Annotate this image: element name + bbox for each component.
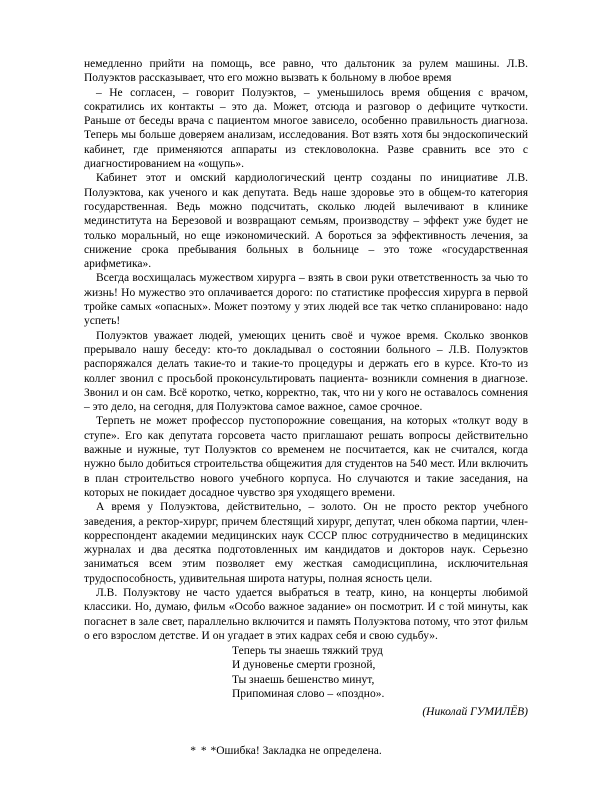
paragraph-4: Всегда восхищалась мужеством хирурга – взять в свои руки ответственность за чью то жизнь! Но мужество это оплачивается дорого: по статистике профессия хирурга в первой тройке самых «опасных». Может поэтому у этих людей все так четко спланировано: надо успеть! xyxy=(84,272,528,328)
footer-stars: * * xyxy=(190,744,208,757)
paragraph-1: немедленно прийти на помощь, все равно, что дальтоник за рулем машины. Л.В. Полуэктов рассказывает, что его можно вызвать к больному в любое время xyxy=(84,58,528,85)
poem-line-2: И дуновенье смерти грозной, xyxy=(232,659,376,672)
poem-author: (Николай ГУМИЛЁВ) xyxy=(422,706,528,719)
poem-line-4: Припоминая слово – «поздно». xyxy=(232,688,385,701)
paragraph-6: Терпеть не может профессор пустопорожние совещания, на которых «толкут воду в ступе». Его как депутата горсовета часто приглашают решать вопросы действительно важные и нужные, тут Полуэктов со временем не посчитается, как не считался, когда нужно было добиться строительства общежития для студентов на 540 мест. Или включить в план строительство нового учебного корпуса. Но случаются и такие заседания, на которых не покидает досадное чувство зря уходящего времени. xyxy=(84,415,528,499)
poem-line-1: Теперь ты знаешь тяжкий труд xyxy=(232,645,383,658)
paragraph-2: – Не согласен, – говорит Полуэктов, – уменьшилось время общения с врачом, сократились их контакты – это да. Может, отсюда и разговор о дефиците чуткости. Раньше от беседы врача с пациентом многое зависело, особенно правильность диагноза. Теперь мы больше доверяем анализам, исследования. Вот взять хотя бы эндоскопический кабинет, где применяются аппараты из стекловолокна. Разве сравнить все это с диагностированием на «ощупь». xyxy=(84,86,528,171)
article-body xyxy=(84,57,528,758)
paragraph-5: Полуэктов уважает людей, умеющих ценить своё и чужое время. Сколько звонков прерывало нашу беседу: кто-то докладывал о состоянии больного – Л.В. Полуэктов распоряжался делать такие-то и такие-то процедуры и держать его в курсе. Кто-то из коллег звонил с просьбой проконсультировать пациента- возникли сомнения в диагнозе. Звонил и он сам. Всё коротко, четко, корректно, так, что ни у кого не оставалось сомнения – это дело, на сегодня, для Полуэктова самое важное, самое срочное. xyxy=(84,329,528,414)
poem-stanza xyxy=(84,644,528,701)
paragraph-7: А время у Полуэктова, действительно, – золото. Он не просто ректор учебного заведения, а ректор-хирург, причем блестящий хирург, депутат, член обкома партии, член-корреспондент академии медицинских наук СССР плюс сотрудничество в медицинских журналах и два десятка подготовленных им кандидатов и докторов наук. Серьезно заниматься всем этим позволяет ему жесткая самодисциплина, исключительная трудоспособность, удивительная широта натуры, полная ясность цели. xyxy=(84,501,528,585)
paragraph-3: Кабинет этот и омский кардиологический центр созданы по инициативе Л.В. Полуэктова, как ученого и как депутата. Ведь наше здоровье это в общем-то категория государственная. Ведь можно подсчитать, сколько людей вылечивают в клинике мединститута на Березовой и возвращают семьям, производству – эффект уже будет не только моральный, но еще иэкономический. А бороться за эффективность лечения, за снижение срока пребывания больных в больнице – это тоже «государственная арифметика». xyxy=(84,172,528,271)
footer-note xyxy=(84,744,528,758)
footer-error-text: *Ошибка! Закладка не определена. xyxy=(210,744,382,757)
paragraph-8: Л.В. Полуэктову не часто удается выбраться в театр, кино, на концерты любимой классики. Но, думаю, фильм «Особо важное задание» он посмотрит. И с той минуты, как погаснет в зале свет, параллельно включится и память Полуэктова потому, что этот фильм о его взрослом детстве. И он угадает в этих кадрах себя и свою судьбу». xyxy=(84,586,528,642)
poem-line-3: Ты знаешь бешенство минут, xyxy=(232,673,375,686)
